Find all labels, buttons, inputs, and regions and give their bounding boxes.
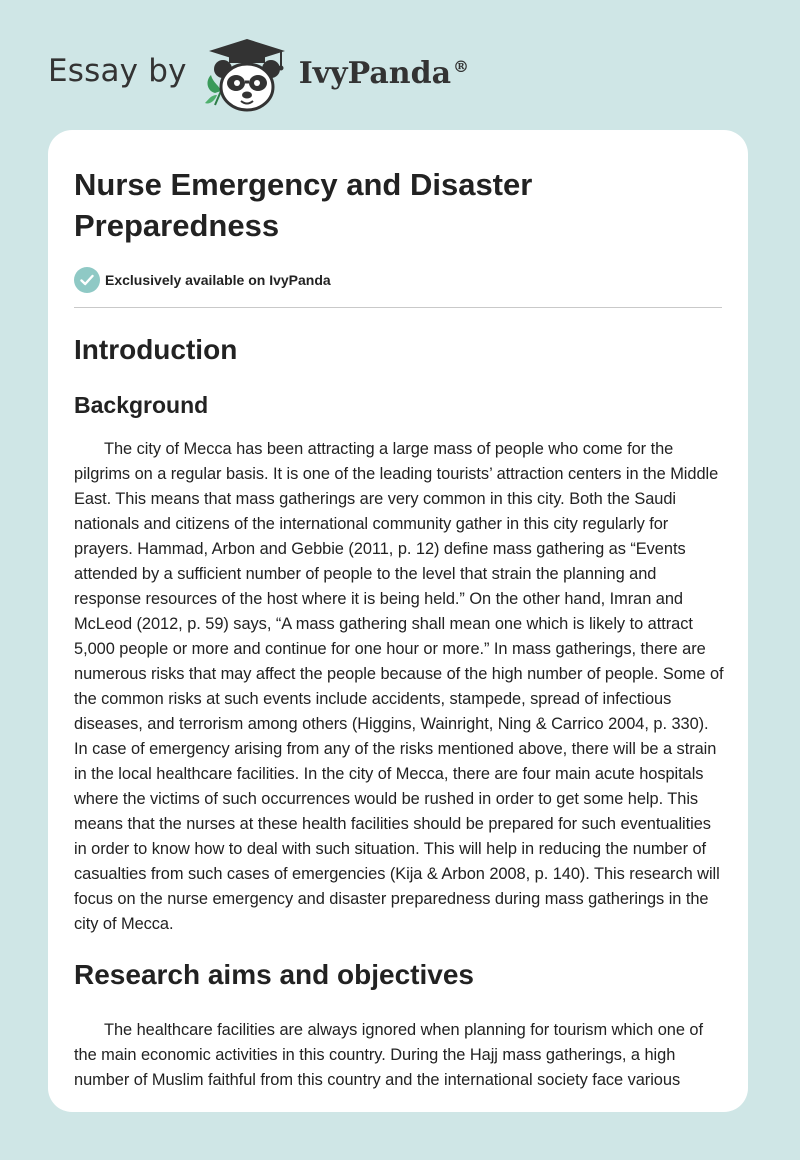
section-heading-research-aims: Research aims and objectives	[74, 959, 474, 990]
paragraph-research-aims: The healthcare facilities are always ignored when planning for tourism which one of the main economic activities in this country. During the Hajj mass gatherings, a high number of Muslim faithful from this country and the international society face various	[74, 1021, 703, 1089]
article-card	[48, 130, 748, 1112]
article-content	[74, 164, 724, 1093]
exclusive-badge	[74, 267, 724, 293]
site-brand[interactable]	[48, 34, 469, 114]
check-icon	[74, 267, 100, 293]
paragraph-background: The city of Mecca has been attracting a large mass of people who come for the pilgrims on a regular basis. It is one of the leading tourists’ attraction centers in the Middle East. This means that mass gatherings are very common in this city. Both the Saudi nationals and citizens of the international community gather in this city regularly for prayers. Hammad, Arbon and Gebbie (2011, p. 12) define mass gathering as “Events attended by a sufficient number of people to the level that strain the planning and response resources of the host where it is being held.” On the other hand, Imran and McLeod (2012, p. 59) says, “A mass gathering shall mean one which is likely to attract 5,000 people or more and continue for one hour or more.” In mass gatherings, there are numerous risks that may affect the people because of the high number of people. Some of the common risks at such events include accidents, stampede, spread of infectious diseases, and terrorism among others (Higgins, Wainright, Ning & Carrico 2004, p. 330). In case of emergency arising from any of the risks mentioned above, there will be a strain in the local healthcare facilities. In the city of Mecca, there are four main acute hospitals where the victims of such occurrences would be rushed in order to get some help. This means that the nurses at these health facilities should be prepared for such eventualities in order to know how to deal with such situation. This will help in reducing the number of casualties from such cases of emergencies (Kija & Arbon 2008, p. 140). This research will focus on the nurse emergency and disaster preparedness during mass gatherings in the city of Mecca.	[74, 440, 724, 933]
divider	[74, 307, 722, 308]
subsection-heading-background: Background	[74, 392, 209, 418]
registered-mark: ®	[453, 56, 470, 76]
article-title: Nurse Emergency and Disaster Preparedness	[74, 167, 533, 243]
brand-name: IvyPanda ®	[298, 55, 470, 91]
brand-prefix: Essay by	[48, 53, 187, 89]
panda-logo-icon	[201, 35, 293, 113]
section-heading-introduction: Introduction	[74, 334, 238, 365]
exclusive-label: Exclusively available on IvyPanda	[105, 272, 331, 288]
